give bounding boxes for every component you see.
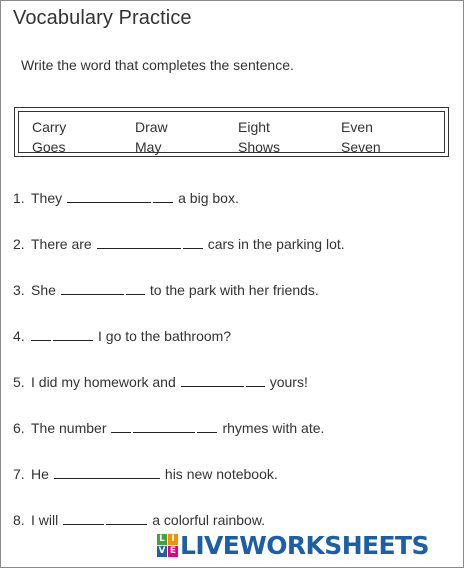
question-text-before: She [31, 282, 56, 298]
word-bank-item: Even [341, 119, 373, 135]
question-text-before: The number [31, 420, 107, 436]
question-text-before: They [31, 190, 63, 206]
word-bank-item: Shows [238, 139, 281, 155]
answer-blank-8[interactable] [63, 510, 147, 525]
question-5 [13, 372, 308, 390]
question-number: 1. [13, 190, 25, 206]
question-text-before: There are [31, 236, 92, 252]
logo-badge-letter: L [157, 534, 167, 545]
word-bank-box [14, 107, 449, 157]
question-number: 7. [13, 466, 25, 482]
page-title: Vocabulary Practice [13, 7, 192, 29]
logo-badge-letter: I [168, 534, 178, 545]
word-bank-item: Draw [135, 119, 168, 135]
logo-text: LIVEWORKSHEETS [180, 530, 429, 560]
question-text-after: I go to the bathroom? [98, 328, 232, 344]
question-text-before: I did my homework and [31, 374, 176, 390]
liveworksheets-logo [157, 529, 429, 561]
question-number: 4. [13, 328, 25, 344]
question-text-before: He [31, 466, 49, 482]
question-text-after: a colorful rainbow. [152, 512, 266, 528]
word-bank-item: May [135, 139, 162, 155]
question-7 [13, 464, 278, 482]
answer-blank-6[interactable] [111, 418, 217, 433]
answer-blank-5[interactable] [181, 372, 265, 387]
question-6 [13, 418, 324, 436]
word-bank-item: Goes [32, 139, 66, 155]
word-bank-item: Eight [238, 119, 270, 135]
question-text-after: rhymes with ate. [222, 420, 325, 436]
question-1 [13, 188, 239, 206]
question-text-after: his new notebook. [164, 466, 278, 482]
answer-blank-3[interactable] [61, 280, 145, 295]
answer-blank-2[interactable] [97, 234, 203, 249]
question-2 [13, 234, 345, 252]
answer-blank-4[interactable] [31, 326, 93, 341]
word-bank-grid [18, 111, 445, 153]
answer-blank-1[interactable] [67, 188, 173, 203]
question-text-after: yours! [269, 374, 308, 390]
word-bank-item: Seven [341, 139, 381, 155]
question-8 [13, 510, 265, 528]
question-text-after: cars in the parking lot. [207, 236, 345, 252]
question-text-before: I will [31, 512, 59, 528]
instructions-text: Write the word that completes the sentence. [21, 57, 294, 73]
answer-blank-7[interactable] [54, 464, 160, 479]
question-number: 2. [13, 236, 25, 252]
word-bank-item: Carry [32, 119, 67, 135]
question-4 [13, 326, 231, 344]
question-3 [13, 280, 319, 298]
question-text-after: to the park with her friends. [149, 282, 319, 298]
logo-badge-letter: E [169, 545, 177, 556]
question-number: 5. [13, 374, 25, 390]
question-number: 8. [13, 512, 25, 528]
question-text-after: a big box. [178, 190, 239, 206]
question-number: 6. [13, 420, 25, 436]
logo-badge-letter: V [158, 545, 166, 556]
question-number: 3. [13, 282, 25, 298]
logo-badge-icon [157, 534, 178, 557]
